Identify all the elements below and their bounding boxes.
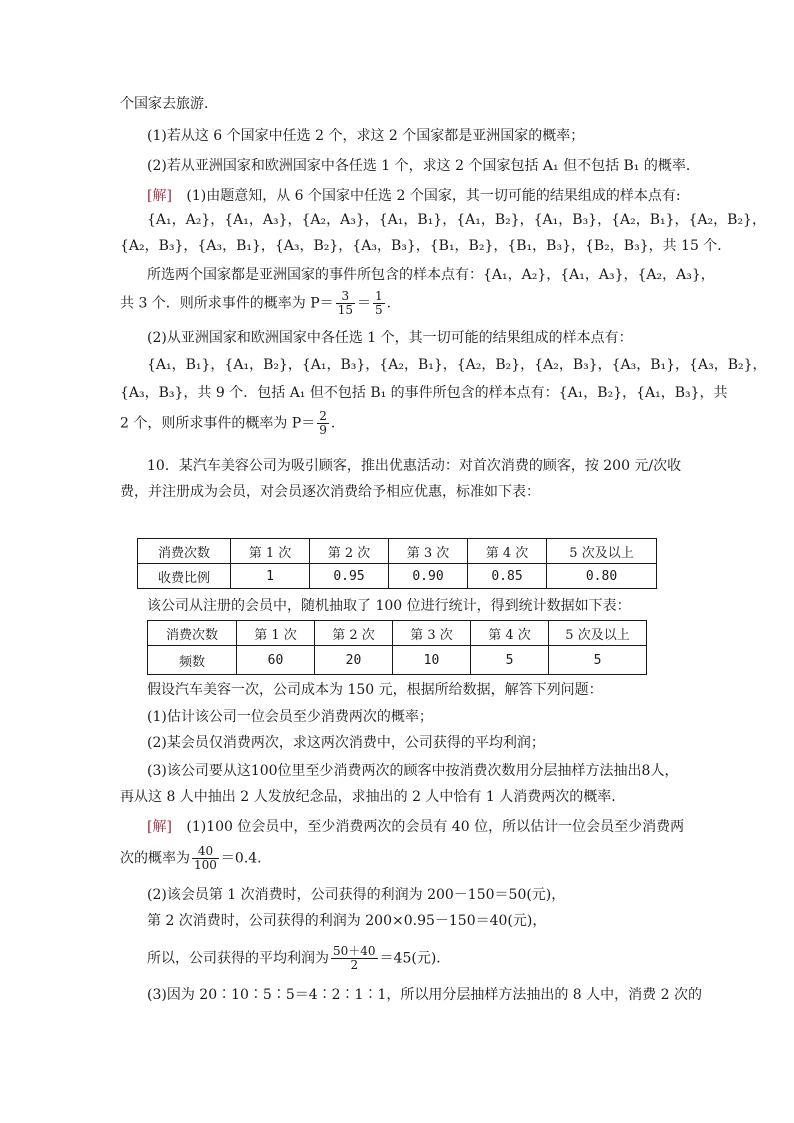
table-cell: 第 1 次	[237, 621, 315, 646]
table-cell: 频数	[148, 646, 237, 675]
table-cell: 第 2 次	[310, 539, 389, 564]
fraction	[331, 945, 378, 972]
fraction	[317, 410, 329, 437]
table-row	[148, 621, 647, 646]
text-line: (2)该会员第 1 次消费时，公司获得的利润为 200－150＝50(元)，	[147, 887, 566, 903]
denominator: 100	[194, 858, 217, 872]
question-1: (1)若从这 6 个国家中任选 2 个，求这 2 个国家都是亚洲国家的概率；	[147, 128, 585, 144]
table-cell: 第 1 次	[231, 539, 310, 564]
text-span: 共 3 个．则所求事件的概率为 P＝	[120, 295, 334, 312]
sample-points-line: {A₁，A₂}，{A₁，A₃}，{A₂，A₃}，{A₁，B₁}，{A₁，B₂}，{A₁，B₃}，{A₂，B₁}，{A₂，B₂}，	[147, 212, 766, 228]
table-cell: 5 次及以上	[549, 621, 647, 646]
table-cell: 0.95	[310, 564, 389, 589]
table-cell: 5	[549, 646, 647, 675]
text-line: 个国家去旅游．	[120, 96, 218, 112]
table-cell: 收费比例	[138, 564, 231, 589]
denominator: 5	[374, 303, 383, 317]
table-cell: 第 3 次	[393, 621, 471, 646]
fraction	[373, 290, 385, 317]
sample-points-line: {A₁，B₁}，{A₁，B₂}，{A₁，B₃}，{A₂，B₁}，{A₂，B₂}，{A₂，B₃}，{A₃，B₁}，{A₃，B₂}，	[147, 357, 767, 373]
text-line: 第 2 次消费时，公司获得的利润为 200×0.95－150＝40(元)，	[147, 913, 547, 929]
text-line: (3)因为 20∶10∶5∶5＝4∶2∶1∶1，所以用分层抽样方法抽出的 8 人中，消费 2 次的	[147, 987, 702, 1003]
denominator: 2	[350, 958, 359, 972]
table-cell: 0.80	[547, 564, 657, 589]
fraction	[336, 290, 355, 317]
probability-line	[120, 410, 335, 437]
problem-10-line: 费，并注册成为会员，对会员逐次消费给予相应优惠，标准如下表：	[120, 484, 540, 500]
numerator: 3	[336, 290, 355, 304]
table-cell: 1	[231, 564, 310, 589]
table-cell: 5	[471, 646, 549, 675]
table-cell: 60	[237, 646, 315, 675]
table-cell: 第 3 次	[389, 539, 468, 564]
question-1: (1)估计该公司一位会员至少消费两次的概率；	[147, 709, 433, 725]
text-span: 2 个，则所求事件的概率为 P＝	[120, 415, 316, 432]
numerator: 40	[192, 845, 219, 859]
denominator: 9	[319, 423, 327, 437]
solution-text: (1)100 位会员中，至少消费两次的会员有 40 位，所以估计一位会员至少消费两	[186, 819, 685, 835]
numerator: 1	[374, 289, 383, 303]
text-span: 所以，公司获得的平均利润为	[147, 950, 329, 967]
text-line: (2)从亚洲国家和欧洲国家中各任选 1 个，其一切可能的结果组成的样本点有：	[147, 330, 633, 346]
question-3: (3)该公司要从这100位里至少消费两次的顾客中按消费次数用分层抽样方法抽出8人，	[147, 763, 679, 779]
sample-points-line: {A₂，B₃}，{A₃，B₁}，{A₃，B₂}，{A₃，B₃}，{B₁，B₂}，{B₁，B₃}，{B₂，B₃}，共 15 个．	[120, 238, 732, 254]
table-row	[148, 646, 647, 675]
text-line: 假设汽车美容一次，公司成本为 150 元，根据所给数据，解答下列问题：	[147, 682, 603, 698]
table-cell: 10	[393, 646, 471, 675]
probability-line	[120, 290, 391, 317]
solution-text: (1)由题意知，从 6 个国家中任选 2 个国家，其一切可能的结果组成的样本点有:	[186, 188, 681, 204]
fee-ratio-table	[137, 538, 657, 589]
text-span: .	[330, 415, 336, 432]
problem-10-line: 10．某汽车美容公司为吸引顾客，推出优惠活动：对首次消费的顾客，按 200 元/次收	[147, 458, 682, 474]
frequency-table	[147, 620, 647, 675]
solution-tag: [解]	[147, 819, 172, 835]
numerator: 2	[319, 409, 327, 423]
table-cell: 第 2 次	[315, 621, 393, 646]
denominator: 15	[337, 303, 353, 317]
numerator: 50＋40	[333, 944, 376, 958]
question-3-cont: 再从这 8 人中抽出 2 人发放纪念品，求抽出的 2 人中恰有 1 人消费两次的概率．	[120, 789, 626, 805]
fraction	[192, 845, 219, 872]
text-span: ＝	[356, 295, 371, 312]
text-line: 所选两个国家都是亚洲国家的事件所包含的样本点有：{A₁，A₂}，{A₁，A₃}，{A₂，A₃}，	[147, 267, 715, 283]
table-cell: 第 4 次	[471, 621, 549, 646]
text-span: ＝45(元)．	[379, 950, 451, 967]
table-cell: 5 次及以上	[547, 539, 657, 564]
text-span: .	[386, 295, 392, 312]
table-cell: 0.90	[389, 564, 468, 589]
question-2: (2)若从亚洲国家和欧洲国家中各任选 1 个，求这 2 个国家包括 A₁ 但不包括 B₁ 的概率．	[147, 158, 700, 174]
average-profit-line	[147, 945, 450, 972]
text-line: 该公司从注册的会员中，随机抽取了 100 位进行统计，得到统计数据如下表：	[147, 598, 631, 614]
solution-line	[147, 186, 681, 206]
probability-line	[120, 845, 262, 872]
table-cell: 0.85	[468, 564, 547, 589]
solution-line	[147, 817, 684, 837]
text-span: 次的概率为	[120, 850, 190, 867]
table-row	[138, 564, 657, 589]
text-line: {A₃，B₃}，共 9 个．包括 A₁ 但不包括 B₁ 的事件所包含的样本点有：{A₁，B₂}，{A₁，B₃}，共	[120, 385, 728, 401]
table-row	[138, 539, 657, 564]
solution-tag: [解]	[147, 188, 172, 204]
table-cell: 消费次数	[148, 621, 237, 646]
table-cell: 第 4 次	[468, 539, 547, 564]
table-cell: 消费次数	[138, 539, 231, 564]
table-cell: 20	[315, 646, 393, 675]
question-2: (2)某会员仅消费两次，求这两次消费中，公司获得的平均利润；	[147, 735, 545, 751]
text-span: ＝0.4.	[220, 850, 262, 867]
